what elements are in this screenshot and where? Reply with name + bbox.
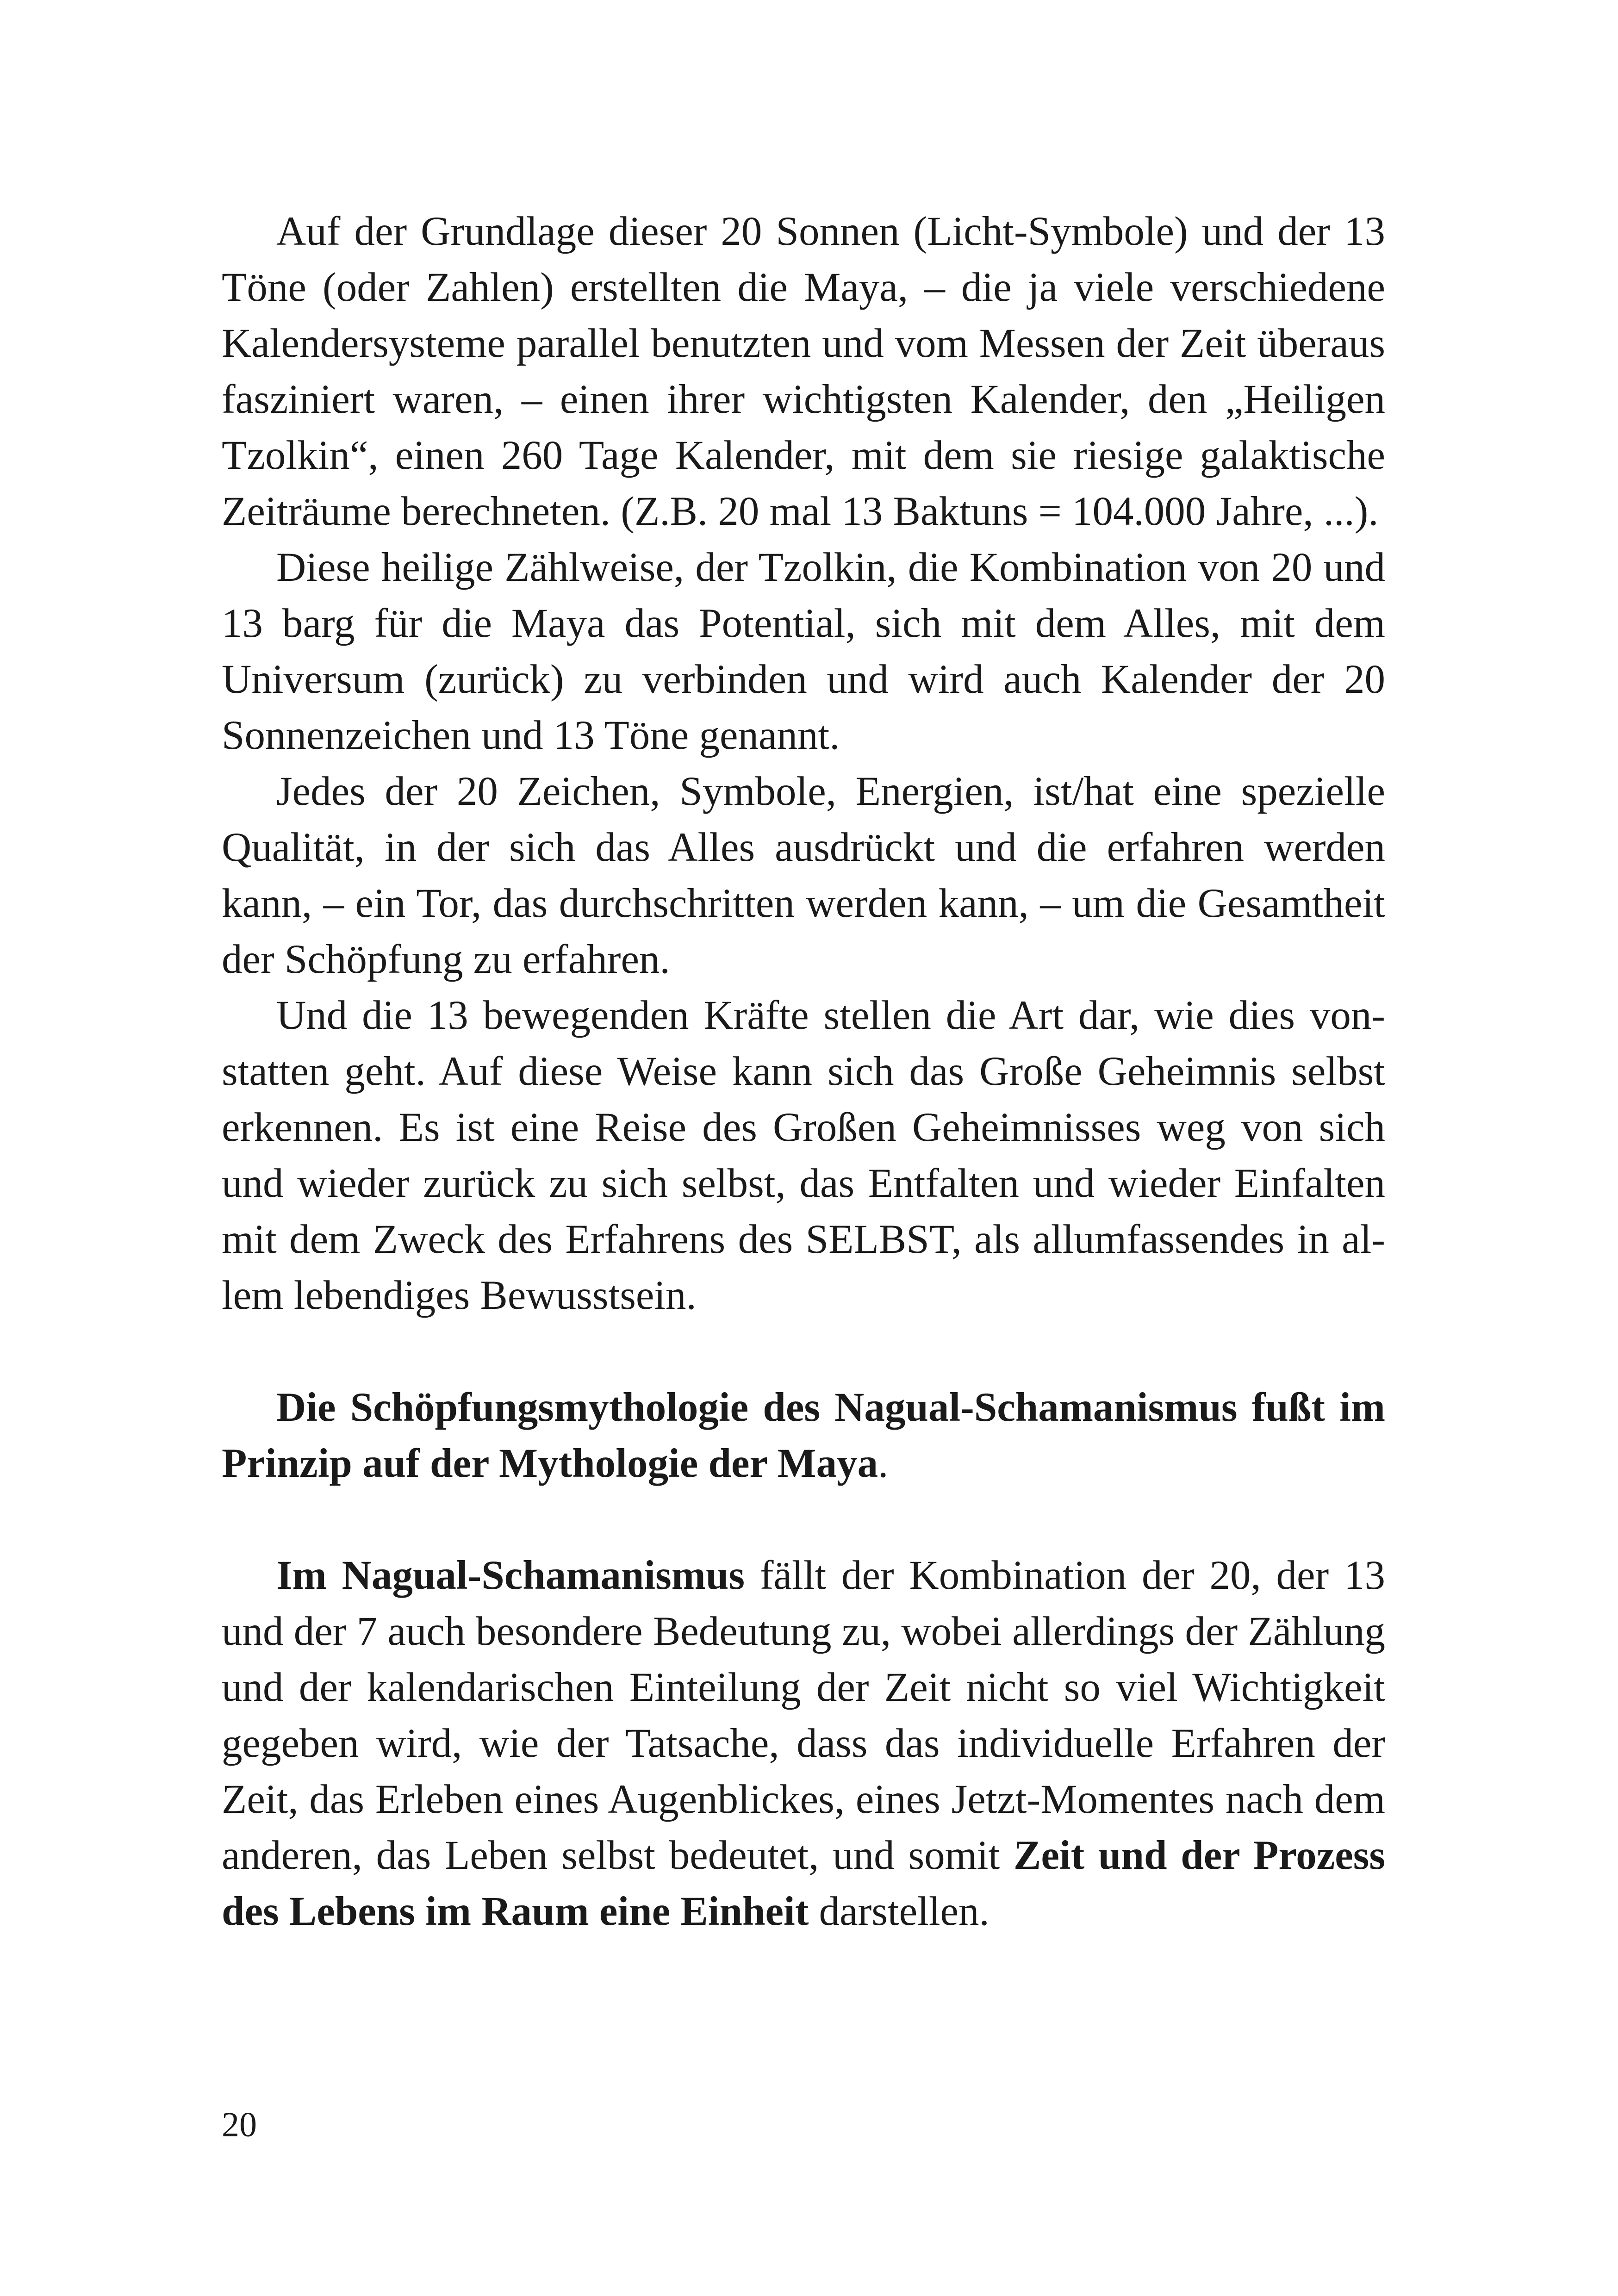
section-spacer [222, 1324, 1385, 1380]
paragraph-counting-method: Diese heilige Zählweise, der Tzolkin, die Kombination von 20 und 13 barg für die Maya das Potential, sich mit dem Alles, mit dem Universum (zurück) zu verbinden und wird auch Kalender der 20 Sonnenzeichen und 13 Töne genannt. [222, 545, 1385, 758]
paragraph-twenty-signs: Jedes der 20 Zeichen, Symbole, Energien, ist/hat eine spezielle Qualität, in der sich das Alles ausdrückt und die erfahren werden kann, – ein Tor, das durchschritten werden kann, – um die Gesamtheit der Schöpfung zu erfahren. [222, 769, 1385, 982]
page-body [222, 204, 1385, 1940]
paragraph-thirteen-forces: Und die 13 bewegenden Kräfte stellen die Art dar, wie dies vonstatten geht. Auf diese Weise kann sich das Große Geheimnis selbst erkennen. Es ist eine Reise des Großen Geheimnisses weg von sich und wieder zurück zu sich selbst, das Entfalten und wieder Einfalten mit dem Zweck des Erfahrens des SELBST, als allumfassendes in allem lebendiges Bewusstsein. [222, 993, 1385, 1318]
closing-end-text: darstellen. [809, 1889, 989, 1934]
section-heading [222, 1380, 1385, 1492]
page-number: 20 [222, 2105, 257, 2144]
paragraph-tzolkin-intro: Auf der Grundlage dieser 20 Sonnen (Licht-Symbole) und der 13 Töne (oder Zahlen) erstellten die Maya, – die ja viele verschiedene Kalendersysteme parallel benutzten und vom Messen der Zeit überaus fasziniert waren, – einen ihrer wichtigsten Kalender, den „Heiligen Tzolkin“, einen 260 Tage Kalender, mit dem sie riesige galaktische Zeiträume berechneten. (Z.B. 20 mal 13 Baktuns = 104.000 Jahre, ...). [222, 209, 1385, 534]
closing-emphasis: Zeit und der Prozess des Lebens im Raum eine Einheit [222, 1833, 1385, 1934]
section-heading-text: Die Schöpfungsmythologie des Nagual-Schamanismus fußt im Prinzip auf der Mythologie der Maya [222, 1385, 1385, 1486]
section-heading-period: . [878, 1441, 889, 1486]
section-spacer [222, 1492, 1385, 1548]
paragraph-nagual-schamanismus [222, 1548, 1385, 1940]
closing-body-text: fällt der Kombination der 20, der 13 und der 7 auch besondere Bedeutung zu, wobei allerdings der Zählung und der kalendarischen Einteilung der Zeit nicht so viel Wichtigkeit gegeben wird, wie der Tatsache, dass das individuelle Erfahren der Zeit, das Erleben eines Augenblickes, eines Jetzt-Momentes nach dem anderen, das Leben selbst bedeutet, und somit [222, 1553, 1385, 1878]
closing-lead-term: Im Nagual-Schamanismus [276, 1553, 745, 1598]
